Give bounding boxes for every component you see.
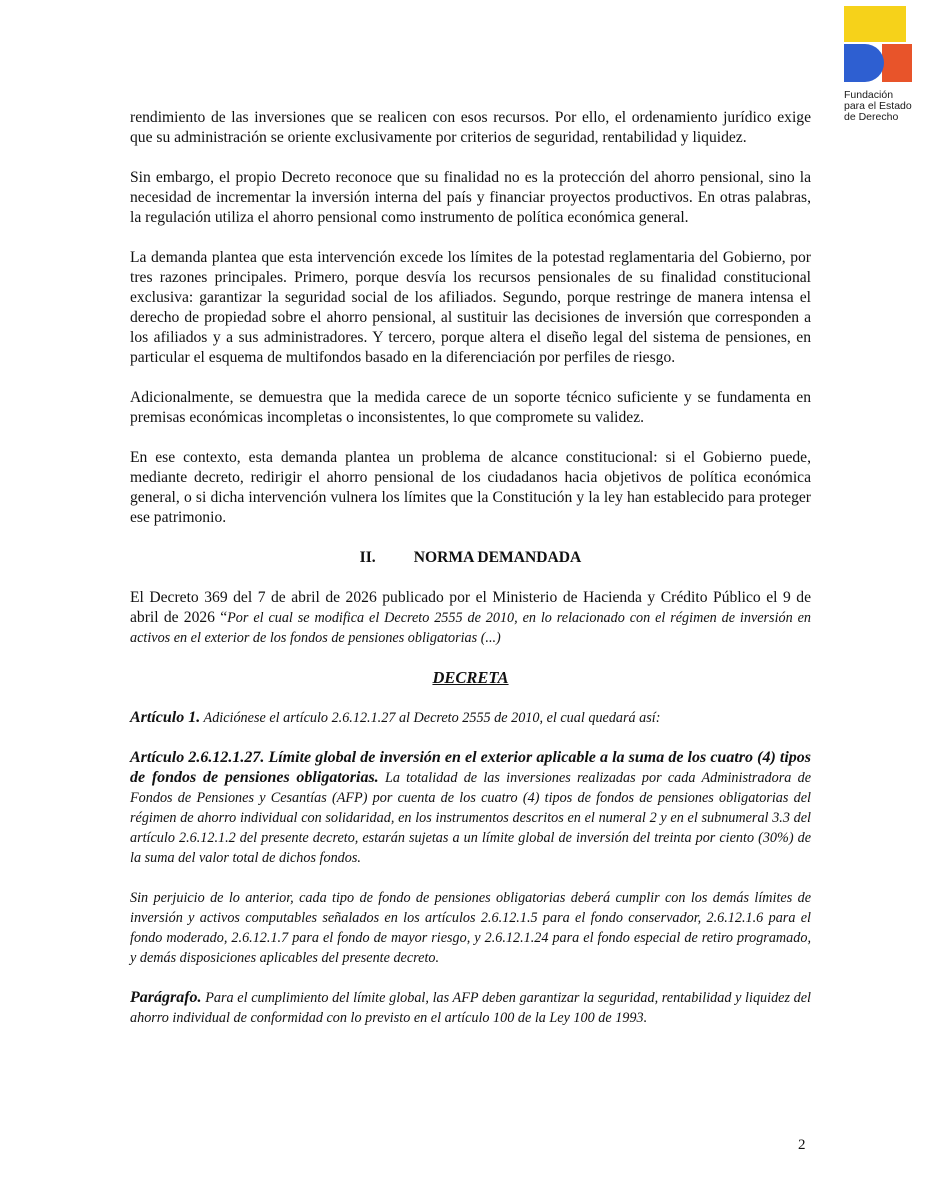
- decree-intro-text: El Decreto 369 del 7 de abril de 2026 publicado por el Ministerio de Hacienda y Crédito Público el 9 de abril de 2026 “: [130, 589, 811, 626]
- logo-mark-icon: [840, 4, 914, 84]
- logo-line-2: para el Estado: [844, 100, 912, 112]
- logo-line-3: de Derecho: [844, 111, 899, 123]
- decree-intro-title: Por el cual se modifica el Decreto 2555 de 2010, en lo relacionado con el régimen de inversión en activos en el exterior de los fondos de pensiones obligatorias (...): [130, 610, 811, 646]
- sin-perjuicio-paragraph: Sin perjuicio de lo anterior, cada tipo de fondo de pensiones obligatorias deberá cumplir con los demás límites de inversión y activos computables señalados en los artículos 2.6.12.1.5 para el fondo conservador, 2.6.12.1.6 para el fondo moderado, 2.6.12.1.7 para el fondo de mayor riesgo, y 2.6.12.1.24 para el fondo especial de retiro programado, y demás disposiciones aplicables del presente decreto.: [130, 890, 811, 966]
- articulo-2-6-12-1-27: [130, 748, 811, 868]
- paragrafo-text: Para el cumplimiento del límite global, las AFP deben garantizar la seguridad, rentabilidad y liquidez del ahorro individual de conformidad con lo previsto en el artículo 100 de la Ley 100 de 1993.: [130, 990, 811, 1026]
- paragraph-4: Adicionalmente, se demuestra que la medida carece de un soporte técnico suficiente y se fundamenta en premisas económicas incompletas o inconsistentes, lo que compromete su validez.: [130, 389, 811, 426]
- articulo-2-6-12-1-27-label: Artículo 2.6.12.1.27. Límite global de inversión en el exterior aplicable a la suma de los cuatro (4) tipos de fondos de pensiones obligatorias.: [130, 749, 811, 786]
- logo-red-block: [882, 44, 912, 82]
- foundation-logo: [840, 4, 914, 123]
- document-body: [130, 108, 811, 1028]
- paragraph-2: Sin embargo, el propio Decreto reconoce que su finalidad no es la protección del ahorro pensional, sino la necesidad de incrementar la inversión interna del país y financiar proyectos productivos. En otras palabras, la regulación utiliza el ahorro pensional como instrumento de política económica general.: [130, 169, 811, 226]
- paragrafo: [130, 988, 811, 1028]
- articulo-2-6-12-1-27-text: La totalidad de las inversiones realizadas por cada Administradora de Fondos de Pensiones y Cesantías (AFP) por cuenta de los cuatro (4) tipos de fondos de pensiones obligatorias del régimen de ahorro individual con solidaridad, en los instrumentos descritos en el numeral 2 y en el subnumeral 3.3 del artículo 2.6.12.1.2 del presente decreto, estarán sujetas a un límite global de inversión del treinta por ciento (30%) de la suma del valor total de dichos fondos.: [130, 770, 811, 866]
- logo-line-1: Fundación: [844, 89, 894, 101]
- paragraph-3: La demanda plantea que esta intervención excede los límites de la potestad reglamentaria del Gobierno, por tres razones principales. Primero, porque desvía los recursos pensionales de su finalidad constitucional exclusiva: garantizar la seguridad social de los afiliados. Segundo, porque restringe de manera intensa el derecho de propiedad sobre el ahorro pensional, al sustituir las decisiones de inversión que corresponden a los afiliados y a sus administradores. Y tercero, porque altera el diseño legal del sistema de pensiones, en particular el esquema de multifondos basado en la diferenciación por perfiles de riesgo.: [130, 249, 811, 366]
- decree-intro: [130, 588, 811, 648]
- logo-blue-d-shape: [844, 44, 884, 82]
- section-number: II.: [359, 549, 376, 566]
- page-number: 2: [798, 1137, 806, 1153]
- decreta-heading: DECRETA: [432, 668, 509, 687]
- paragrafo-label: Parágrafo.: [130, 989, 202, 1006]
- section-heading: [130, 548, 811, 568]
- logo-wordmark: [844, 90, 914, 123]
- section-title: NORMA DEMANDADA: [413, 549, 582, 566]
- articulo-1-text: Adiciónese el artículo 2.6.12.1.27 al Decreto 2555 de 2010, el cual quedará así:: [200, 710, 661, 726]
- logo-yellow-block: [844, 6, 906, 42]
- paragraph-5: En ese contexto, esta demanda plantea un problema de alcance constitucional: si el Gobierno puede, mediante decreto, redirigir el ahorro pensional de los ciudadanos hacia objetivos de política económica general, o si dicha intervención vulnera los límites que la Constitución y la ley han establecido para proteger ese patrimonio.: [130, 449, 811, 526]
- articulo-1: [130, 708, 811, 728]
- articulo-1-label: Artículo 1.: [130, 709, 201, 726]
- paragraph-1: rendimiento de las inversiones que se realicen con esos recursos. Por ello, el ordenamiento jurídico exige que su administración se oriente exclusivamente por criterios de seguridad, rentabilidad y liquidez.: [130, 109, 811, 146]
